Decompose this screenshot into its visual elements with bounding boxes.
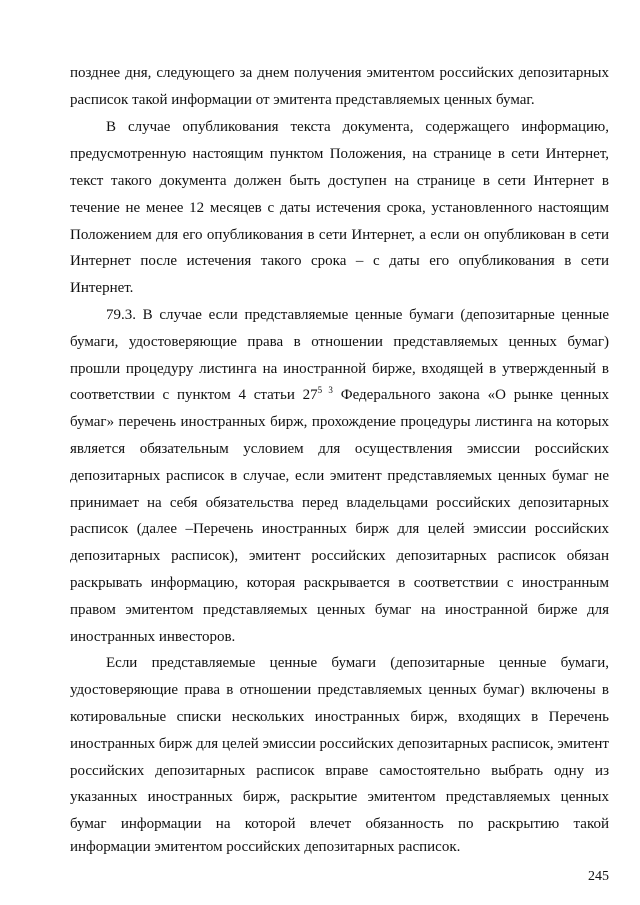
footnote-superscript: 5 3 <box>317 385 333 395</box>
text-line: принимает на себя обязательства перед владельцами российских депозитарных <box>70 495 609 511</box>
text-line: течение не менее 12 месяцев с даты истечения срока, установленного настоящим <box>70 200 609 216</box>
text-segment: соответствии с пунктом 4 статьи 27 <box>70 387 318 403</box>
text-line: текст такого документа должен быть доступен на странице в сети Интернет в <box>70 173 609 189</box>
text-line: депозитарных расписок), эмитент российских депозитарных расписок обязан <box>70 548 609 564</box>
text-line: В случае опубликования текста документа, содержащего информацию, <box>106 119 609 135</box>
text-line: бумаг информации на которой влечет обязанность по раскрытию такой <box>70 816 609 832</box>
text-line: раскрывать информацию, которая раскрывается в соответствии с иностранным <box>70 575 609 591</box>
text-line: является обязательным условием для осуществления эмиссии российских <box>70 441 609 457</box>
text-line: бумаги, удостоверяющие права в отношении представляемых ценных бумаг) <box>70 334 609 350</box>
text-line: Интернет после истечения такого срока – с даты его опубликования в сети <box>70 253 609 269</box>
text-line: предусмотренную настоящим пунктом Положения, на странице в сети Интернет, <box>70 146 609 162</box>
text-line: информации эмитентом российских депозитарных расписок. <box>70 839 461 855</box>
text-line: российских депозитарных расписок вправе самостоятельно выбрать одну из <box>70 763 609 779</box>
text-line-with-footnote <box>70 386 609 405</box>
text-line: прошли процедуру листинга на иностранной бирже, входящей в утвержденный в <box>70 361 609 377</box>
text-line: 79.3. В случае если представляемые ценные бумаги (депозитарные ценные <box>106 307 609 323</box>
text-line: правом эмитентом представляемых ценных бумаг на иностранной бирже для <box>70 602 609 618</box>
text-line: бумаг» перечень иностранных бирж, прохождение процедуры листинга на которых <box>70 414 609 430</box>
text-segment: Федерального закона «О рынке ценных <box>332 387 610 403</box>
page-number: 245 <box>588 869 609 884</box>
text-line: Положением для его опубликования в сети Интернет, а если он опубликован в сети <box>70 227 609 243</box>
text-line: указанных иностранных бирж, раскрытие эмитентом представляемых ценных <box>70 789 609 805</box>
text-line: иностранных бирж для целей эмиссии российских депозитарных расписок, эмитент <box>70 736 609 752</box>
text-line: расписок (далее –Перечень иностранных бирж для целей эмиссии российских <box>70 521 609 537</box>
text-line: Если представляемые ценные бумаги (депозитарные ценные бумаги, <box>106 655 609 671</box>
text-line: удостоверяющие права в отношении представляемых ценных бумаг) включены в <box>70 682 609 698</box>
text-line: иностранных инвесторов. <box>70 629 236 645</box>
text-line: депозитарных расписок в случае, если эмитент представляемых ценных бумаг не <box>70 468 609 484</box>
text-line: позднее дня, следующего за днем получения эмитентом российских депозитарных <box>70 65 609 81</box>
text-line: котировальные списки нескольких иностранных бирж, входящих в Перечень <box>70 709 609 725</box>
text-line: расписок такой информации от эмитента представляемых ценных бумаг. <box>70 92 535 108</box>
text-line: Интернет. <box>70 280 134 296</box>
